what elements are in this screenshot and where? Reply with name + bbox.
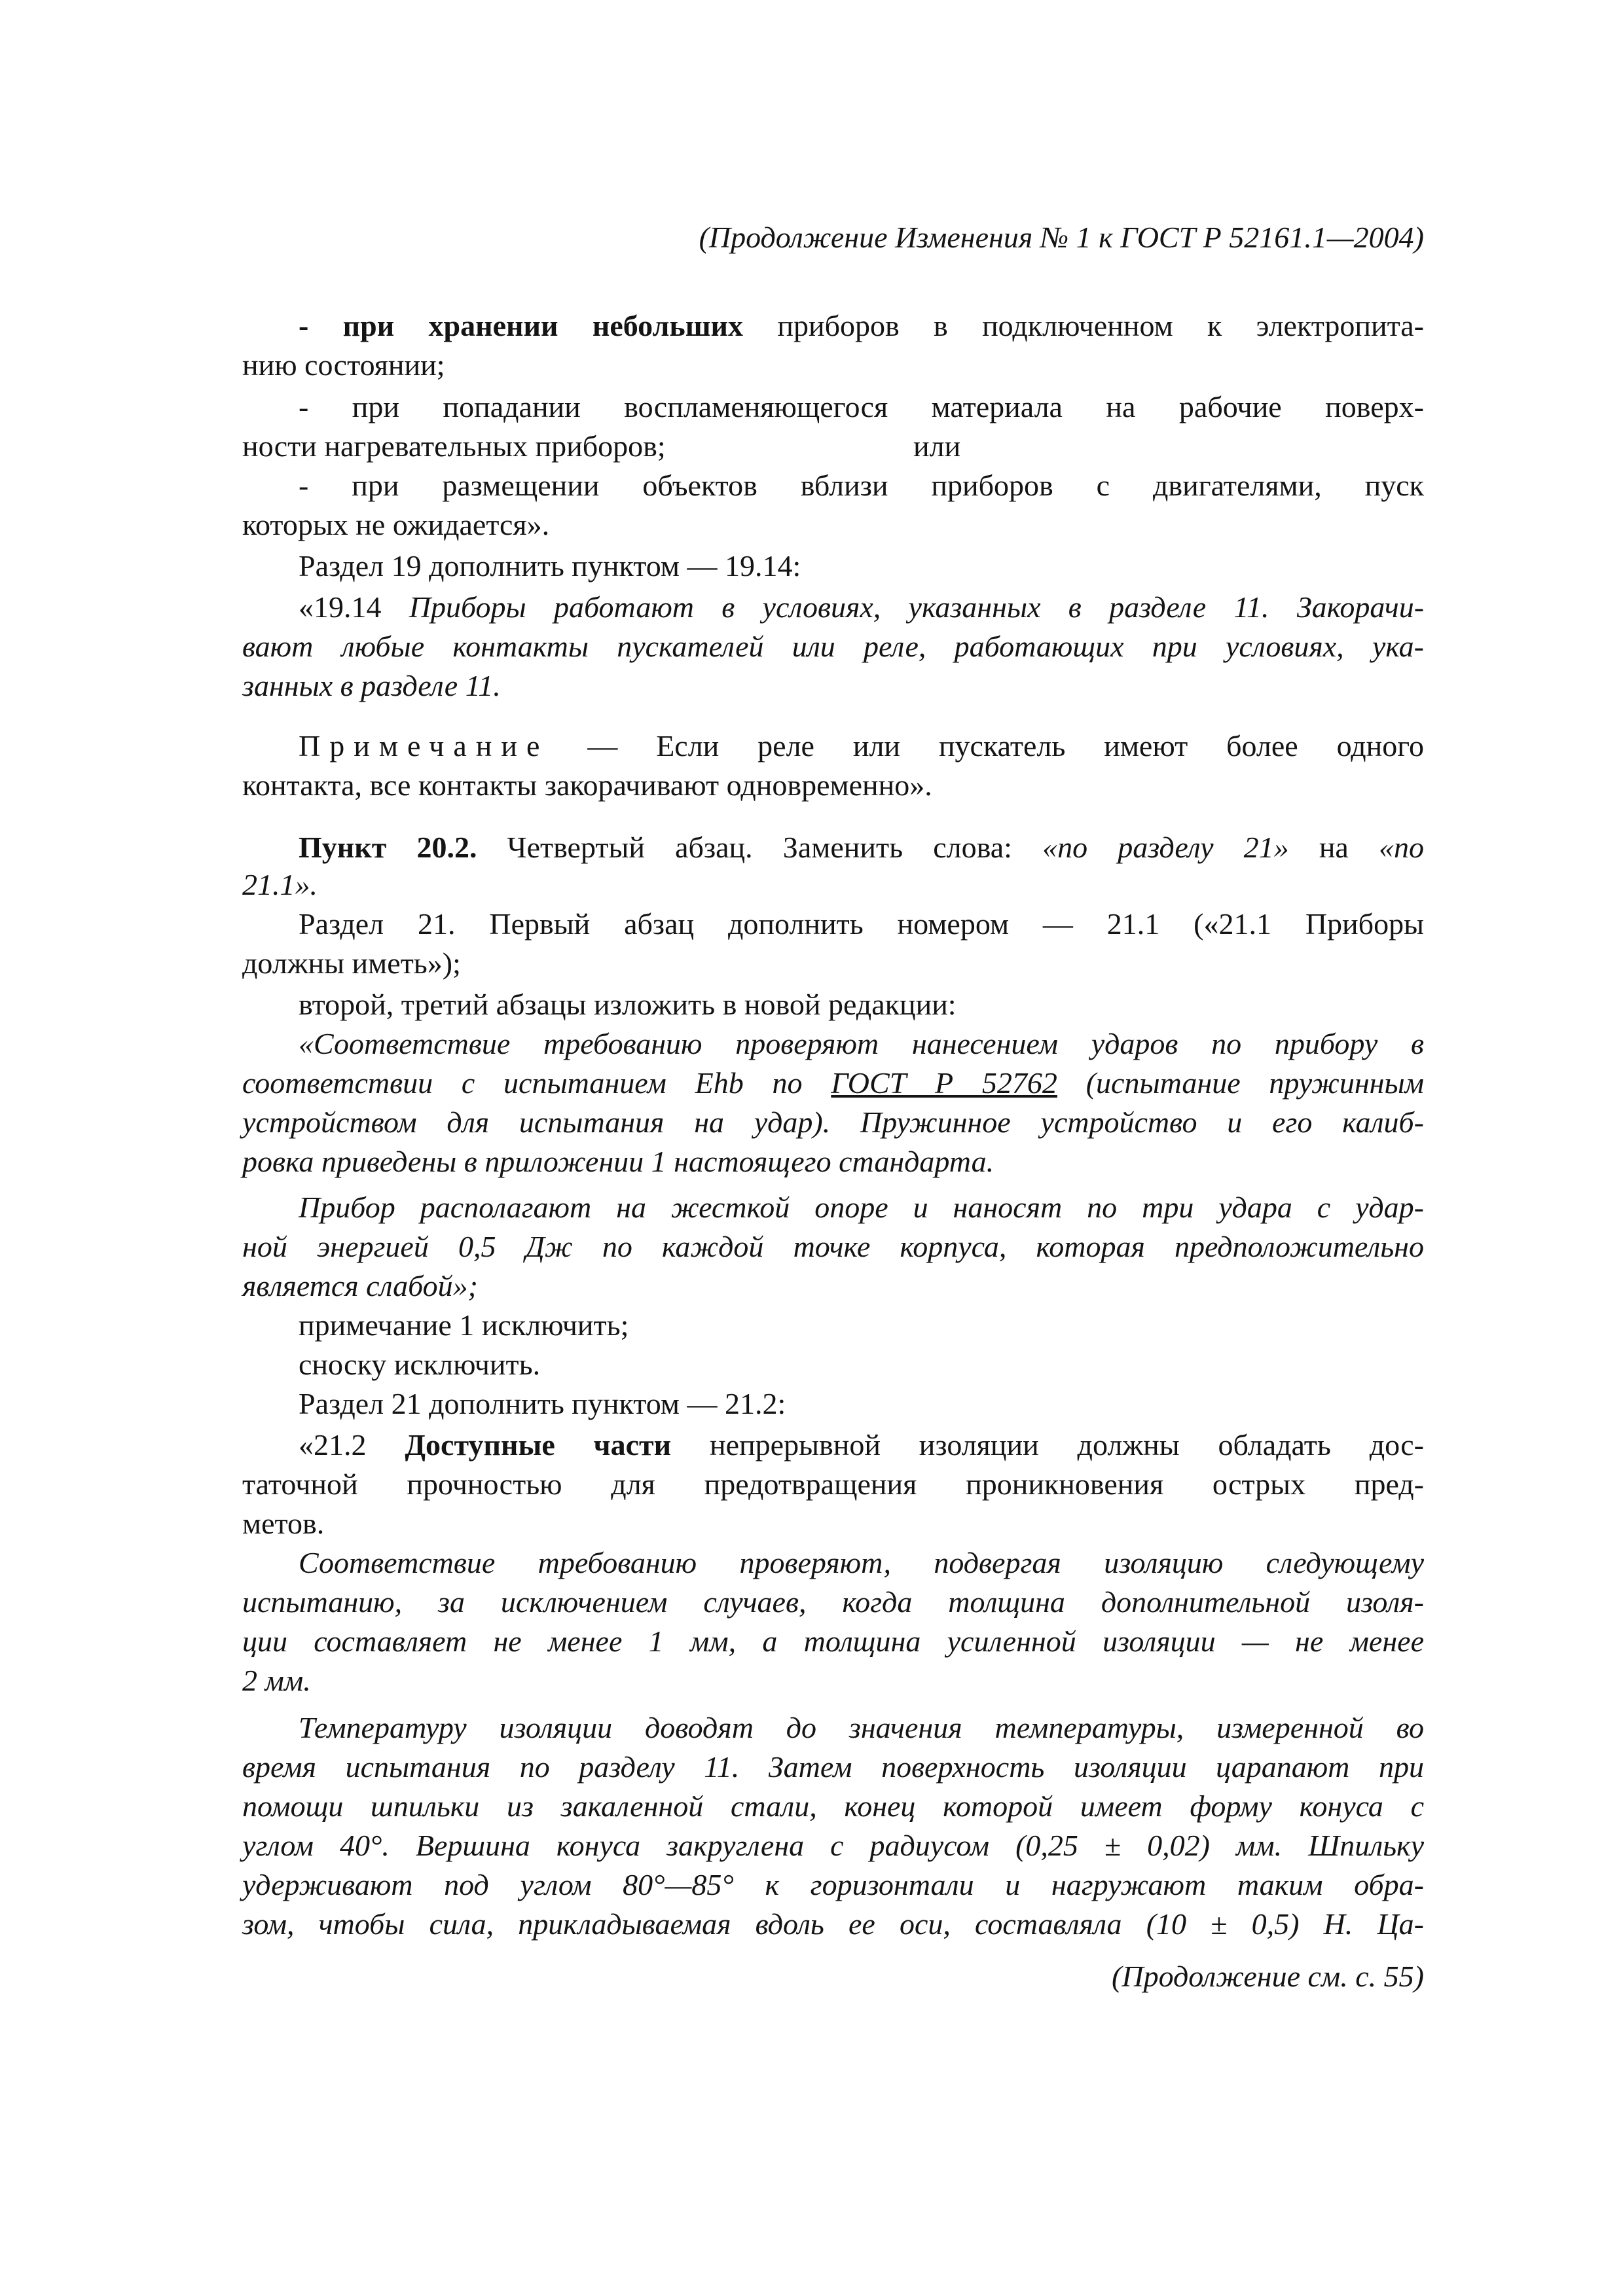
clause-19-14-line-1: «19.14 Приборы работают в условиях, указанных в разделе 11. Закорачи-: [299, 590, 1425, 624]
second-third-paragraphs: второй, третий абзацы изложить в новой редакции:: [299, 988, 957, 1021]
note-line-1: Примечание — Если реле или пускатель имеют более одного: [299, 729, 1424, 762]
compliance-insulation-line-4: 2 мм.: [242, 1664, 311, 1697]
or-word: или: [913, 429, 961, 463]
device-support-line-3: является слабой»;: [242, 1269, 479, 1302]
compliance-impact-line-1: «Соответствие требованию проверяют нанесением ударов по прибору в: [299, 1027, 1424, 1060]
section21-line-1: Раздел 21. Первый абзац дополнить номером — 21.1 («21.1 Приборы: [299, 907, 1424, 941]
note-label: Примечание: [299, 729, 549, 762]
ignite-line-1: - при попадании воспламеняющегося материала на рабочие поверх-: [299, 390, 1424, 423]
objects-line-1: - при размещении объектов вблизи приборов с двигателями, пуск: [299, 469, 1424, 502]
temperature-test-line-2: время испытания по разделу 11. Затем поверхность изоляции царапают при: [242, 1750, 1424, 1784]
storage-line-2: нию состоянии;: [242, 348, 445, 382]
compliance-insulation-line-2: испытанию, за исключением случаев, когда толщина дополнительной изоля-: [242, 1585, 1424, 1619]
compliance-impact-line-4: ровка приведены в приложении 1 настоящего стандарта.: [242, 1145, 994, 1178]
footer-continuation: (Продолжение см. с. 55): [1112, 1960, 1424, 1993]
compliance-insulation-line-3: ции составляет не менее 1 мм, а толщина усиленной изоляции — не менее: [242, 1624, 1424, 1658]
clause-20-2-label: Пункт 20.2.: [299, 831, 477, 864]
note1-exclusion: примечание 1 исключить;: [299, 1308, 629, 1342]
clause-21-2-line-3: метов.: [242, 1507, 325, 1540]
footnote-exclusion: сноску исключить.: [299, 1348, 541, 1381]
objects-line-2: которых не ожидается».: [242, 508, 550, 541]
accessible-parts-term: Доступные части: [405, 1428, 672, 1462]
section19-addition: Раздел 19 дополнить пунктом — 19.14:: [299, 549, 801, 583]
compliance-impact-line-2: соответствии с испытанием Ehb по ГОСТ Р 52762 (испытание пружинным: [242, 1066, 1424, 1100]
temperature-test-line-5: удерживают под углом 80°—85° к горизонтали и нагружают таким обра-: [242, 1868, 1424, 1901]
clause-20-2-line-1: Пункт 20.2. Четвертый абзац. Заменить слова: «по разделу 21» на «по: [299, 831, 1424, 864]
section21-addition: Раздел 21 дополнить пунктом — 21.2:: [299, 1387, 786, 1420]
temperature-test-line-3: помощи шпильки из закаленной стали, конец которой имеет форму конуса с: [242, 1789, 1424, 1823]
ignite-line-2: ности нагревательных приборов;: [242, 429, 666, 463]
clause-21-2-line-1: «21.2 Доступные части непрерывной изоляции должны обладать дос-: [299, 1428, 1425, 1462]
compliance-impact-line-3: устройством для испытания на удар). Пружинное устройство и его калиб-: [242, 1105, 1424, 1139]
temperature-test-line-6: зом, чтобы сила, прикладываемая вдоль ее оси, составляла (10 ± 0,5) Н. Ца-: [242, 1907, 1424, 1941]
clause-20-2-line-2: 21.1».: [242, 868, 318, 901]
storage-line-1: - при хранении небольших приборов в подключенном к электропита-: [299, 309, 1424, 342]
clause-21-2-line-2: таточной прочностью для предотвращения проникновения острых пред-: [242, 1467, 1424, 1501]
storage-lead: - при хранении небольших: [299, 309, 744, 342]
device-support-line-2: ной энергией 0,5 Дж по каждой точке корпуса, которая предположительно: [242, 1230, 1424, 1263]
temperature-test-line-4: углом 40°. Вершина конуса закруглена с радиусом (0,25 ± 0,02) мм. Шпильку: [242, 1829, 1424, 1862]
temperature-test-line-1: Температуру изоляции доводят до значения температуры, измеренной во: [299, 1711, 1424, 1744]
note-line-2: контакта, все контакты закорачивают одновременно».: [242, 768, 932, 802]
clause-19-14-line-2: вают любые контакты пускателей или реле, работающих при условиях, ука-: [242, 630, 1424, 663]
gost-52762-reference: ГОСТ Р 52762: [831, 1066, 1057, 1100]
compliance-insulation-line-1: Соответствие требованию проверяют, подвергая изоляцию следующему: [299, 1546, 1424, 1579]
header-continuation: (Продолжение Изменения № 1 к ГОСТ Р 52161.1—2004): [699, 221, 1424, 254]
clause-19-14-line-3: занных в разделе 11.: [242, 669, 501, 702]
section21-line-2: должны иметь»);: [242, 946, 461, 980]
device-support-line-1: Прибор располагают на жесткой опоре и наносят по три удара с удар-: [299, 1191, 1424, 1224]
